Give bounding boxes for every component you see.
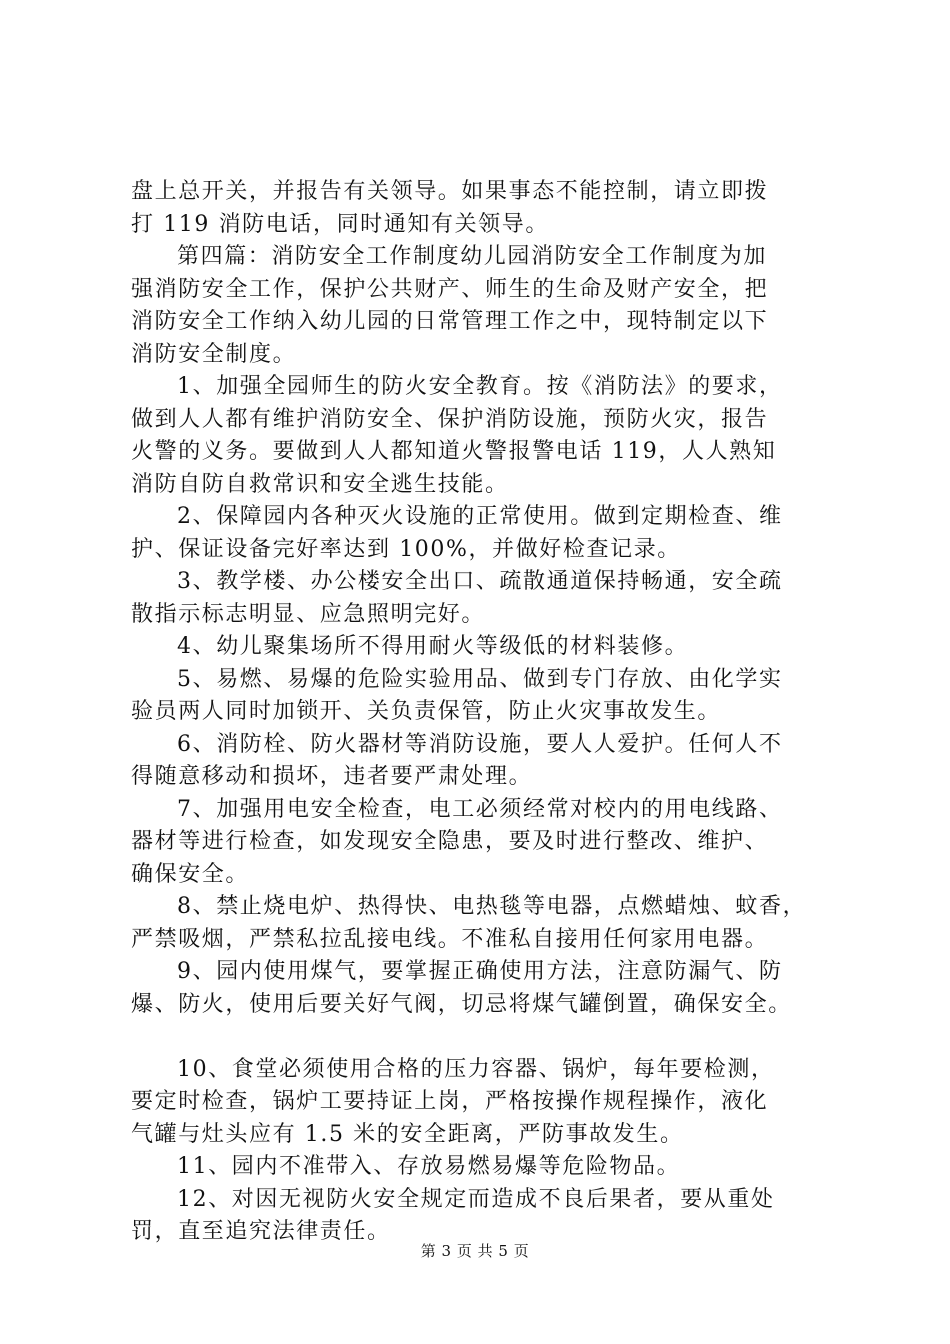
- list-item-3-line: 3、教学楼、办公楼安全出口、疏散通道保持畅通，安全疏: [177, 569, 783, 594]
- document-body: [131, 176, 831, 1249]
- list-item-2-line: 2、保障园内各种灭火设施的正常使用。做到定期检查、维: [177, 504, 783, 529]
- page-number-footer: 第 3 页 共 5 页: [420, 1242, 530, 1260]
- text-line: 火警的义务。要做到人人都知道火警报警电话 119，人人熟知: [131, 439, 777, 464]
- list-item-5-line: 5、易燃、易爆的危险实验用品、做到专门存放、由化学实: [177, 666, 783, 692]
- text-line: 消防自防自救常识和安全逃生技能。: [131, 471, 509, 497]
- paragraph-gap: [131, 1021, 831, 1054]
- text-line: 强消防安全工作，保护公共财产、师生的生命及财产安全，把: [131, 276, 769, 302]
- text-line: 气罐与灶头应有 1.5 米的安全距离，严防事故发生。: [131, 1121, 684, 1147]
- list-item-9-line: 9、园内使用煤气，要掌握正确使用方法，注意防漏气、防: [177, 959, 783, 984]
- list-item-7-line: 7、加强用电安全检查，电工必须经常对校内的用电线路、: [177, 796, 783, 822]
- text-line: 严禁吸烟，严禁私拉乱接电线。不准私自接用任何家用电器。: [131, 926, 769, 952]
- text-line: 护、保证设备完好率达到 100%，并做好检查记录。: [131, 536, 681, 562]
- list-item-8-line: 8、禁止烧电炉、热得快、电热毯等电器，点燃蜡烛、蚊香，: [177, 894, 807, 919]
- text-line: 得随意移动和损坏，违者要严肃处理。: [131, 764, 533, 789]
- text-line: 验员两人同时加锁开、关负责保管，防止火灾事故发生。: [131, 699, 722, 724]
- text-line: 罚，直至追究法律责任。: [131, 1219, 391, 1244]
- text-line: 做到人人都有维护消防安全、保护消防设施，预防火灾，报告: [131, 406, 769, 432]
- list-item-1-line: 1、加强全园师生的防火安全教育。按《消防法》的要求，: [177, 374, 783, 399]
- list-item-12-line: 12、对因无视防火安全规定而造成不良后果者，要从重处: [177, 1186, 775, 1212]
- text-line: 爆、防火，使用后要关好气阀，切忌将煤气罐倒置，确保安全。: [131, 991, 792, 1017]
- text-line: 散指示标志明显、应急照明完好。: [131, 601, 486, 627]
- list-item-6-line: 6、消防栓、防火器材等消防设施，要人人爱护。任何人不: [177, 731, 783, 757]
- section-heading-line: 第四篇：消防安全工作制度幼儿园消防安全工作制度为加: [177, 244, 768, 269]
- text-line: 要定时检查，锅炉工要持证上岗，严格按操作规程操作，液化: [131, 1089, 769, 1114]
- text-line: 消防安全制度。: [131, 341, 297, 367]
- list-item-4-line: 4、幼儿聚集场所不得用耐火等级低的材料装修。: [177, 634, 689, 659]
- text-line: 消防安全工作纳入幼儿园的日常管理工作之中，现特制定以下: [131, 309, 769, 334]
- text-line: 打 119 消防电话，同时通知有关领导。: [131, 211, 549, 237]
- text-line: 盘上总开关，并报告有关领导。如果事态不能控制，请立即拨: [131, 179, 769, 204]
- text-line: 确保安全。: [131, 861, 250, 887]
- text-line: 器材等进行检查，如发现安全隐患，要及时进行整改、维护、: [131, 829, 769, 854]
- list-item-10-line: 10、食堂必须使用合格的压力容器、锅炉，每年要检测，: [177, 1056, 775, 1082]
- list-item-11-line: 11、园内不准带入、存放易燃易爆等危险物品。: [177, 1154, 681, 1179]
